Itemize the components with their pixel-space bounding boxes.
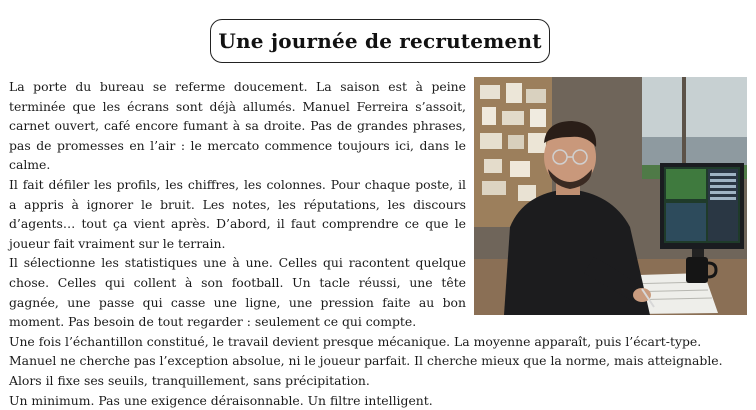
- paragraph-2: Il fait défiler les profils, les chiffres, les colonnes. Pour chaque poste, il a appris à ignorer le bruit. Les notes, les réputations, les discours d’agents… tout ça vient après. D’abord, il faut comprendre ce que le joueur fait vraiment sur le terrain.: [9, 175, 747, 253]
- photo-mug: [686, 257, 708, 283]
- photo-illustration: [474, 77, 747, 315]
- paragraph-3: Il sélectionne les statistiques une à une. Celles qui racontent quelque chose. Celles qui collent à son football. Un tacle réussi, une tête gagnée, une passe qui casse une ligne, une pression faite au bon moment. Pas besoin de tout regarder : seulement ce qui compte.: [9, 253, 747, 331]
- paragraph-1: La porte du bureau se referme doucement. La saison est à peine terminée que les écrans sont déjà allumés. Manuel Ferreira s’assoit, carnet ouvert, café encore fumant à sa droite. Pas de grandes phrases, pas de promesses en l’air : le mercato commence toujours ici, dans le calme.: [9, 77, 747, 175]
- page-title: Une journée de recrutement: [218, 29, 541, 53]
- paragraph-5: Un minimum. Pas une exigence déraisonnable. Un filtre intelligent.: [9, 391, 747, 410]
- article-body: [9, 77, 747, 410]
- title-box: [210, 19, 550, 63]
- paragraph-4: Une fois l’échantillon constitué, le travail devient presque mécanique. La moyenne apparaît, puis l’écart-type. Manuel ne cherche pas l’exception absolue, ni le joueur parfait. Il cherche mieux que la norme, mais atteignable. Alors il fixe ses seuils, tranquillement, sans précipitation.: [9, 332, 747, 391]
- scout-at-desk-photo: [474, 77, 747, 315]
